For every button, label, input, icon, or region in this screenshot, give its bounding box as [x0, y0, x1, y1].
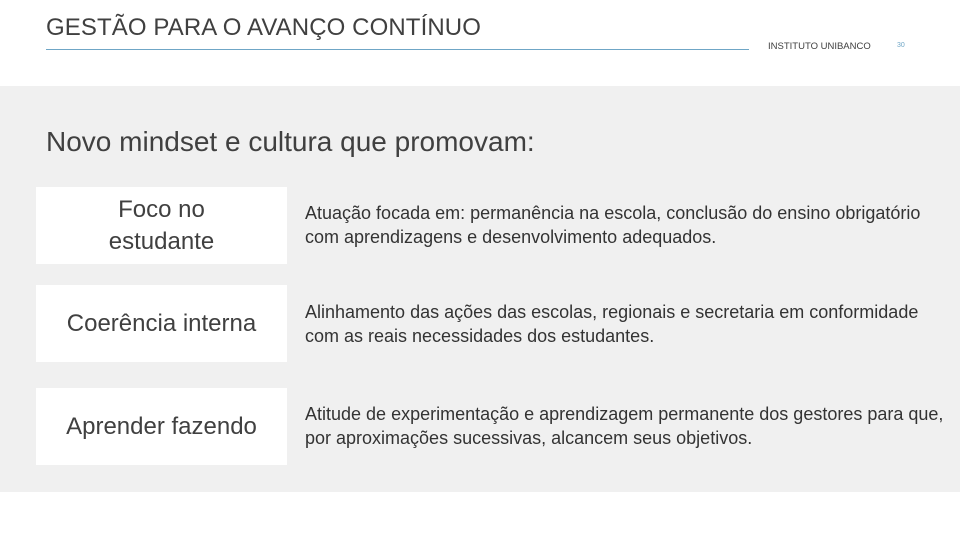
principle-label-box — [36, 187, 287, 264]
principle-description: Atuação focada em: permanência na escola, conclusão do ensino obrigatório com aprendizagens e desenvolvimento adequados. — [305, 203, 921, 248]
title-divider — [46, 49, 749, 50]
principle-label: Coerência interna — [66, 309, 257, 337]
principle-label-box — [36, 388, 287, 465]
principle-description: Atitude de experimentação e aprendizagem permanente dos gestores para que, por aproximações sucessivas, alcancem seus objetivos. — [305, 404, 944, 449]
page-number: 30 — [897, 42, 905, 49]
principle-label: Foco no estudante — [108, 196, 215, 255]
slide-subtitle: Novo mindset e cultura que promovam: — [46, 126, 535, 157]
principle-label: Aprender fazendo — [66, 412, 257, 440]
principle-label-box — [36, 285, 287, 362]
slide-title: GESTÃO PARA O AVANÇO CONTÍNUO — [46, 14, 481, 41]
organization-name: INSTITUTO UNIBANCO — [768, 41, 871, 52]
principle-description: Alinhamento das ações das escolas, regionais e secretaria em conformidade com as reais necessidades dos estudantes. — [305, 302, 919, 347]
